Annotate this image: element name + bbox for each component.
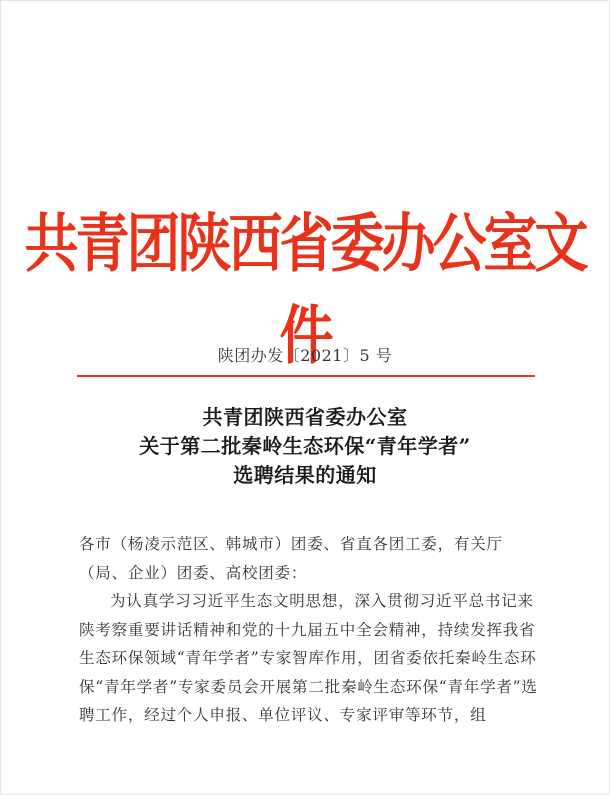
salutation: 各市（杨凌示范区、韩城市）团委、省直各团工委，有关厅（局、企业）团委、高校团委： (79, 535, 503, 582)
title-line-2: 关于第二批秦岭生态环保“青年学者” (139, 434, 471, 458)
title-line-1: 共青团陕西省委办公室 (202, 405, 408, 429)
document-body (79, 530, 541, 730)
red-divider-line (77, 375, 535, 377)
document-masthead: 共青团陕西省委办公室文件 (24, 206, 586, 373)
title-line-3: 选聘结果的通知 (233, 463, 377, 487)
document-number: 陕团办发〔2021〕5 号 (217, 346, 393, 365)
document-title (0, 403, 610, 490)
body-paragraph: 为认真学习习近平生态文明思想，深入贯彻习近平总书记来陕考察重要讲话精神和党的十九届五中全会精神，持续发挥我省生态环保领域“青年学者”专家智库作用，团省委依托秦岭生态环保“青年学者”专家委员会开展第二批秦岭生态环保“青年学者”选聘工作，经过个人申报、单位评议、专家评审等环节，组 (79, 592, 538, 724)
